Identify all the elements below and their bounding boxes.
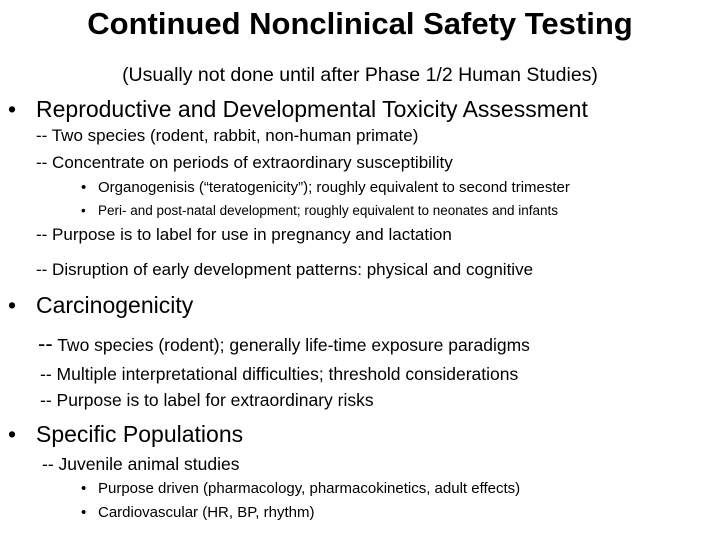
section-heading-text: Reproductive and Developmental Toxicity Assessment bbox=[36, 96, 588, 122]
bullet-icon: • bbox=[8, 292, 17, 318]
sub-bullet-text: Cardiovascular (HR, BP, rhythm) bbox=[98, 504, 315, 521]
sub-item-pregnancy-label: -- Purpose is to label for use in pregnancy and lactation bbox=[36, 225, 452, 244]
sub-item-extraordinary-risks: -- Purpose is to label for extraordinary risks bbox=[40, 390, 374, 410]
bullet-icon: • bbox=[81, 179, 87, 196]
bullet-icon: • bbox=[81, 203, 86, 218]
slide-title: Continued Nonclinical Safety Testing bbox=[87, 6, 633, 41]
bullet-icon: • bbox=[81, 504, 87, 521]
sub-item-disruption: -- Disruption of early development patterns: physical and cognitive bbox=[36, 260, 534, 279]
bullet-icon: • bbox=[8, 96, 17, 122]
bullet-icon: • bbox=[81, 480, 87, 497]
sub-item-concentrate: -- Concentrate on periods of extraordinary susceptibility bbox=[36, 153, 453, 172]
sub-item-interpretational: -- Multiple interpretational difficulties; threshold considerations bbox=[40, 364, 519, 384]
sub-bullet-text: Peri- and post-natal development; roughly equivalent to neonates and infants bbox=[98, 203, 559, 218]
bullet-icon: • bbox=[8, 421, 17, 447]
dash-marker: -- bbox=[38, 331, 53, 356]
slide-subtitle: (Usually not done until after Phase 1/2 Human Studies) bbox=[122, 64, 598, 86]
sub-bullet-text: Purpose driven (pharmacology, pharmacokinetics, adult effects) bbox=[98, 480, 521, 497]
section-heading-text: Carcinogenicity bbox=[36, 292, 194, 318]
section-heading-specific-populations bbox=[8, 420, 244, 448]
sub-bullet-text: Organogenisis (“teratogenicity”); roughly equivalent to second trimester bbox=[98, 179, 570, 196]
sub-item-juvenile: -- Juvenile animal studies bbox=[42, 454, 240, 474]
sub-item-text: Two species (rodent); generally life-time exposure paradigms bbox=[57, 335, 530, 355]
sub-bullet-perinatal bbox=[81, 202, 559, 220]
section-heading-reproductive bbox=[8, 95, 588, 123]
sub-bullet-organogenisis bbox=[81, 178, 570, 198]
sub-item-two-species-rodent bbox=[38, 333, 530, 356]
section-heading-carcinogenicity bbox=[8, 291, 194, 319]
sub-item-two-species: -- Two species (rodent, rabbit, non-human primate) bbox=[36, 126, 419, 145]
sub-bullet-purpose-driven bbox=[81, 479, 521, 499]
section-heading-text: Specific Populations bbox=[36, 421, 244, 447]
sub-bullet-cardiovascular bbox=[81, 503, 315, 523]
